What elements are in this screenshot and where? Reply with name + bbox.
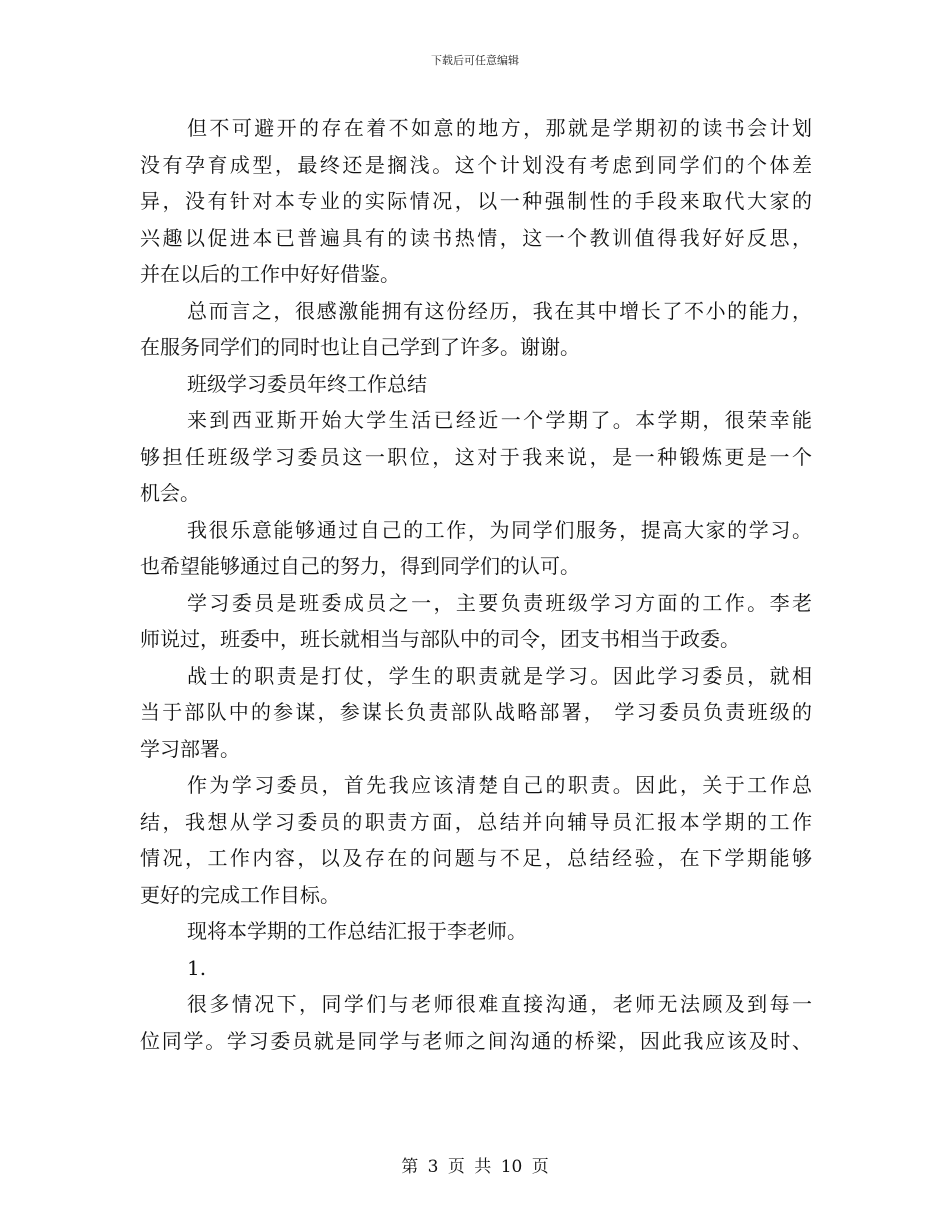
body-line: 异，没有针对本专业的实际情况，以一种强制性的手段来取代大家的	[140, 189, 812, 213]
body-line: 机会。	[140, 481, 200, 505]
body-line: 学习部署。	[140, 736, 240, 761]
body-line: 作为学习委员，首先我应该清楚自己的职责。因此，关于工作总	[187, 773, 812, 797]
body-line: 现将本学期的工作总结汇报于李老师。	[187, 919, 527, 943]
body-line: 结，我想从学习委员的职责方面，总结并向辅导员汇报本学期的工作	[140, 809, 812, 834]
body-line: 没有孕育成型，最终还是搁浅。这个计划没有考虑到同学们的个体差	[140, 152, 812, 177]
body-line: 师说过，班委中，班长就相当与部队中的司令，团支书相当于政委。	[140, 627, 740, 651]
body-line: 在服务同学们的同时也让自己学到了许多。谢谢。	[140, 335, 580, 359]
body-line: 够担任班级学习委员这一职位，这对于我来说，是一种锻炼更是一个	[140, 444, 812, 469]
body-line: 但不可避开的存在着不如意的地方，那就是学期初的读书会计划	[187, 116, 812, 140]
body-line: 我很乐意能够通过自己的工作，为同学们服务，提高大家的学习。	[187, 517, 812, 542]
document-body	[140, 110, 812, 1059]
body-line: 情况，工作内容，以及存在的问题与不足，总结经验，在下学期能够	[140, 846, 812, 870]
body-line: 战士的职责是打仗，学生的职责就是学习。因此学习委员，就相	[187, 663, 812, 688]
body-line: 也希望能够通过自己的努力，得到同学们的认可。	[140, 554, 580, 578]
page-header: 下载后可任意编辑	[431, 54, 519, 67]
page-footer: 第 3 页 共 10 页	[401, 1157, 549, 1177]
body-line: 来到西亚斯开始大学生活已经近一个学期了。本学期，很荣幸能	[187, 408, 812, 432]
list-number: 1.	[187, 955, 207, 980]
body-line: 总而言之，很感激能拥有这份经历，我在其中增长了不小的能力，	[187, 298, 812, 323]
body-line: 当于部队中的参谋，参谋长负责部队战略部署， 学习委员负责班级的	[140, 700, 812, 724]
body-line: 兴趣以促进本已普遍具有的读书热情，这一个教训值得我好好反思，	[140, 225, 812, 250]
body-line: 学习委员是班委成员之一，主要负责班级学习方面的工作。李老	[187, 590, 812, 615]
body-line: 很多情况下，同学们与老师很难直接沟通，老师无法顾及到每一	[187, 992, 812, 1016]
body-line: 位同学。学习委员就是同学与老师之间沟通的桥梁，因此我应该及时、	[140, 1028, 812, 1053]
body-line: 并在以后的工作中好好借鉴。	[140, 262, 400, 286]
section-title: 班级学习委员年终工作总结	[187, 371, 427, 396]
body-line: 更好的完成工作目标。	[140, 882, 340, 907]
